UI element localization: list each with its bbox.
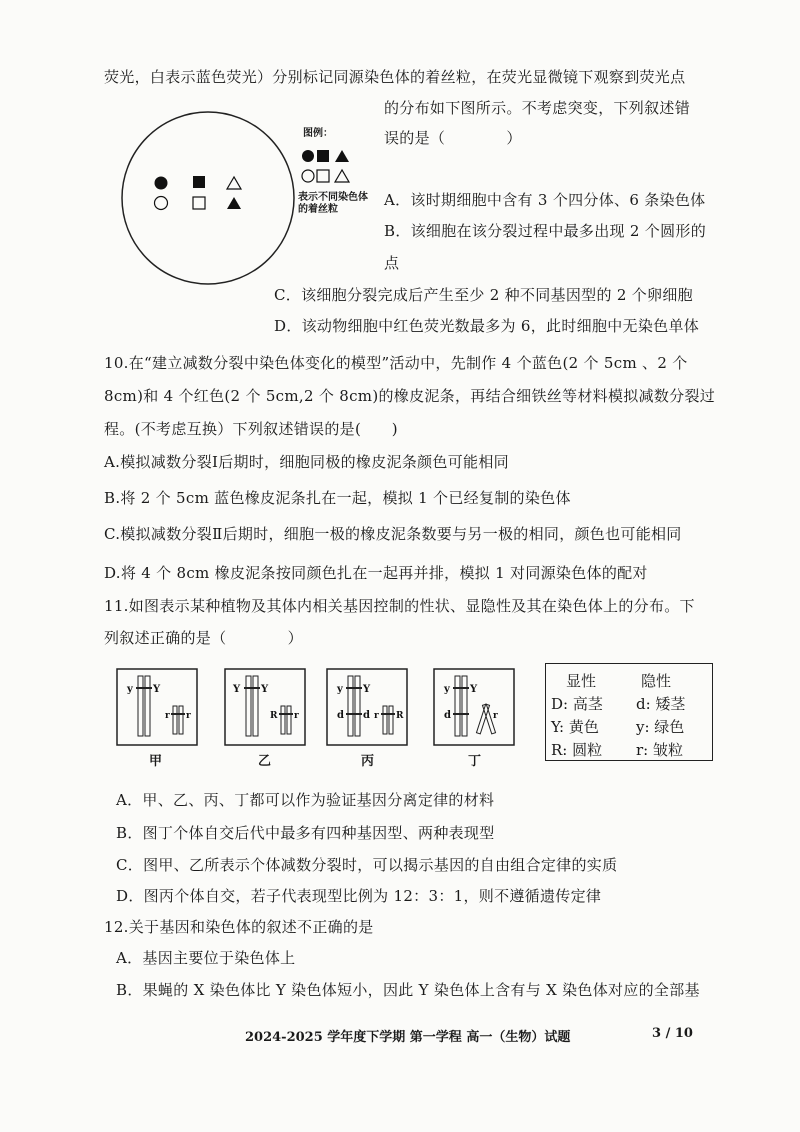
blue-circle-centromere [155, 197, 168, 210]
q9-option-a: A．该时期细胞中含有 3 个四分体、6 条染色体 [384, 191, 706, 209]
q10-option-b: B.将 2 个 5cm 蓝色橡皮泥条扎在一起，模拟 1 个已经复制的染色体 [104, 489, 571, 507]
panel-ding-label: 丁 [468, 754, 482, 769]
panel-jia-diagram [116, 668, 198, 746]
legend-d: d: 矮茎 [636, 695, 686, 713]
svg-text:d: d [337, 710, 344, 721]
panel-jia-label: 甲 [149, 754, 163, 769]
panel-yi-diagram [224, 668, 306, 746]
q9-line2: 的分布如下图所示。不考虑突变，下列叙述错 [384, 99, 691, 117]
q10-option-a: A.模拟减数分裂Ⅰ后期时，细胞同极的橡皮泥条颜色可能相同 [104, 453, 509, 471]
svg-text:Y: Y [261, 684, 269, 695]
q9-option-c: C．该细胞分裂完成后产生至少 2 种不同基因型的 2 个卵细胞 [274, 286, 693, 304]
q11-line1: 11.如图表示某种植物及其体内相关基因控制的性状、显隐性及其在染色体上的分布。下 [104, 597, 695, 615]
svg-text:d: d [363, 710, 370, 721]
red-square-centromere [193, 176, 205, 188]
panel-bing-label: 丙 [361, 754, 375, 769]
q10-line1: 10.在“建立减数分裂中染色体变化的模型”活动中，先制作 4 个蓝色(2 个 5cm 、2 个 [104, 354, 688, 372]
svg-text:Y: Y [470, 684, 478, 695]
svg-text:R: R [396, 711, 404, 721]
svg-text:r: r [186, 711, 191, 721]
page-number: 3 / 10 [652, 1026, 693, 1041]
legend-y: y: 绿色 [636, 718, 685, 736]
q12-option-b: B．果蝇的 X 染色体比 Y 染色体短小，因此 Y 染色体上含有与 X 染色体对应的全部基 [116, 981, 700, 999]
red-circle-centromere [155, 177, 168, 190]
svg-text:r: r [294, 711, 299, 721]
legend-header-dominant: 显性 [566, 672, 597, 690]
q12-option-a: A．基因主要位于染色体上 [116, 949, 296, 967]
svg-text:d: d [444, 710, 451, 721]
q10-option-c: C.模拟减数分裂Ⅱ后期时，细胞一极的橡皮泥条数要与另一极的相同，颜色也可能相同 [104, 525, 682, 543]
blue-triangle-centromere [227, 177, 241, 189]
panel-yi-label: 乙 [258, 754, 272, 769]
legend-R: R: 圆粒 [551, 741, 603, 759]
blue-square-centromere [193, 197, 205, 209]
q9-line3: 误的是（ ） [384, 129, 522, 147]
q9-option-b-line2: 点 [384, 254, 400, 272]
trait-legend-table [545, 663, 713, 761]
svg-text:r: r [493, 711, 498, 721]
q11-option-a: A．甲、乙、丙、丁都可以作为验证基因分离定律的材料 [116, 791, 495, 809]
panel-ding-diagram [433, 668, 515, 746]
svg-text:y: y [127, 684, 133, 695]
footer-title: 2024-2025 学年度下学期 第一学程 高一（生物）试题 [245, 1030, 571, 1045]
q11-line2: 列叙述正确的是（ ） [104, 629, 303, 647]
q9-option-b-line1: B．该细胞在该分裂过程中最多出现 2 个圆形的 [384, 222, 707, 240]
q10-option-d: D.将 4 个 8cm 橡皮泥条按同颜色扎在一起再并排，模拟 1 对同源染色体的配对 [104, 564, 648, 582]
legend-D: D: 高茎 [551, 695, 603, 713]
panel-bing-diagram [326, 668, 408, 746]
red-triangle-centromere [227, 197, 241, 209]
q11-option-b: B．图丁个体自交后代中最多有四种基因型、两种表现型 [116, 824, 495, 842]
q12-line1: 12.关于基因和染色体的叙述不正确的是 [104, 918, 374, 936]
legend-header-recessive: 隐性 [641, 672, 672, 690]
svg-text:r: r [165, 711, 170, 721]
q9-line1: 荧光，白表示蓝色荧光）分别标记同源染色体的着丝粒，在荧光显微镜下观察到荧光点 [104, 68, 686, 86]
q10-line3: 程。(不考虑互换）下列叙述错误的是( ) [104, 420, 398, 438]
svg-text:r: r [374, 711, 379, 721]
svg-text:Y: Y [153, 684, 161, 695]
q11-option-d: D．图丙个体自交，若子代表现型比例为 12：3：1，则不遵循遗传定律 [116, 887, 602, 905]
legend-note: 表示不同染色体的着丝粒 [298, 192, 368, 215]
q11-option-c: C．图甲、乙所表示个体减数分裂时，可以揭示基因的自由组合定律的实质 [116, 856, 618, 874]
svg-text:y: y [337, 684, 343, 695]
svg-text:Y: Y [233, 684, 241, 695]
legend-title: 图例： [303, 128, 333, 139]
q9-option-d: D．该动物细胞中红色荧光数最多为 6，此时细胞中无染色单体 [274, 317, 700, 335]
svg-text:R: R [270, 711, 278, 721]
svg-text:Y: Y [363, 684, 371, 695]
legend-r: r: 皱粒 [636, 741, 683, 759]
legend-Y: Y: 黄色 [551, 718, 599, 736]
svg-text:y: y [444, 684, 450, 695]
legend-shapes [300, 147, 360, 185]
cell-diagram [118, 108, 298, 288]
q10-line2: 8cm)和 4 个红色(2 个 5cm,2 个 8cm)的橡皮泥条，再结合细铁丝等材料模拟减数分裂过 [104, 387, 716, 405]
